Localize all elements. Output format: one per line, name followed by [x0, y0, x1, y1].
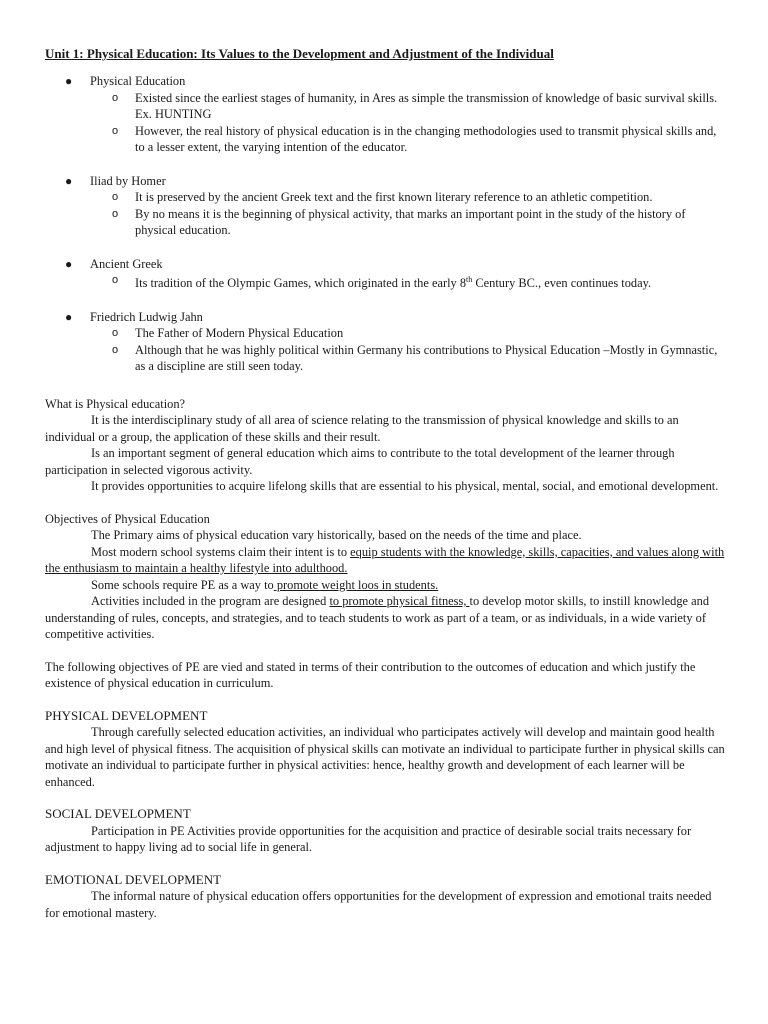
topic-label: Ancient Greek	[90, 256, 163, 271]
subtopic-list	[90, 189, 728, 239]
circle-bullet-icon: o	[112, 343, 119, 356]
underlined-text: equip students with the knowledge, skills, capacities, and values along with the enthusiasm to maintain a healthy lifestyle into adulthood.	[45, 544, 725, 576]
subtopic-item: o Although that he was highly political within Germany his contributions to Physical Education –Mostly in Gymnastic, as a discipline are still seen today.	[112, 342, 718, 374]
circle-bullet-icon: o	[112, 207, 119, 220]
circle-bullet-icon: o	[112, 274, 119, 286]
topic-label: Friedrich Ludwig Jahn	[90, 309, 203, 324]
underlined-text: to promote physical fitness,	[329, 594, 470, 609]
paragraph: The Primary aims of physical education vary historically, based on the needs of the time and place.	[91, 528, 582, 543]
subtopic-item: o It is preserved by the ancient Greek text and the first known literary reference to an athletic competition.	[112, 190, 653, 204]
paragraph: Some schools require PE as a way to promote weight loos in students.	[91, 577, 439, 592]
subtopic-item: o By no means it is the beginning of physical activity, that marks an important point in the study of the history of physical education.	[112, 206, 686, 237]
section-heading-social: SOCIAL DEVELOPMENT	[45, 806, 191, 822]
subtopic-item: o However, the real history of physical education is in the changing methodologies used to transmit physical skills and, to a lesser extent, the varying intention of the educator.	[112, 123, 717, 154]
circle-bullet-icon: o	[112, 327, 119, 340]
subtopic-item: o Its tradition of the Olympic Games, which originated in the early 8th Century BC., even continues today.	[112, 274, 652, 291]
subtopic-list	[90, 325, 728, 375]
paragraph: Is an important segment of general education which aims to contribute to the total development of the learner through participation in selected vigorous activity.	[45, 446, 675, 477]
section-heading-physical: PHYSICAL DEVELOPMENT	[45, 707, 208, 723]
paragraph: It is the interdisciplinary study of all area of science relating to the transmission of physical knowledge and skills to an individual or a group, the application of these skills and their result.	[45, 413, 679, 444]
bullet-icon: ●	[65, 173, 73, 188]
circle-bullet-icon: o	[112, 191, 119, 203]
circle-bullet-icon: o	[112, 124, 119, 137]
paragraph: It provides opportunities to acquire lifelong skills that are essential to his physical, mental, social, and emotional development.	[91, 479, 719, 494]
topic-physical-education	[45, 73, 728, 156]
section-heading-objectives: Objectives of Physical Education	[45, 511, 210, 526]
paragraph: Participation in PE Activities provide opportunities for the acquisition and practice of desirable social traits necessary for adjustment to happy living ad to social life in general.	[45, 823, 692, 855]
circle-bullet-icon: o	[112, 91, 119, 104]
paragraph: Activities included in the program are designed to promote physical fitness, to develop motor skills, to instill knowledge and understanding of rules, concepts, and strategies, and to teach students to work as part of a team, or as individuals, in a wide variety of competitive activities.	[45, 594, 710, 642]
topic-label: Iliad by Homer	[90, 173, 166, 188]
paragraph: The informal nature of physical education offers opportunities for the development of expression and emotional traits needed for emotional mastery.	[45, 889, 712, 920]
topic-list	[45, 73, 728, 375]
topic-jahn	[45, 309, 728, 375]
bullet-icon: ●	[65, 74, 73, 88]
paragraph: Most modern school systems claim their intent is to equip students with the knowledge, skills, capacities, and values along with the enthusiasm to maintain a healthy lifestyle into adulthood.	[45, 544, 725, 576]
document-title: Unit 1: Physical Education: Its Values to the Development and Adjustment of the Individual	[45, 46, 554, 61]
subtopic-item: o The Father of Modern Physical Education	[112, 326, 344, 341]
subtopic-item: o Existed since the earliest stages of humanity, in Ares as simple the transmission of knowledge of basic survival skills. Ex. HUNTING	[112, 90, 718, 121]
paragraph: Through carefully selected education activities, an individual who participates actively will develop and maintain good health and high level of physical fitness. The acquisition of physical skills can motivate an individual to participate further in physical skills can motivate an individual to participate further in physical activities: hence, healthy growth and development of each learner will be enhanced.	[45, 725, 725, 789]
bullet-icon: ●	[65, 309, 73, 324]
subtopic-list	[90, 90, 728, 156]
bullet-icon: ●	[65, 256, 73, 271]
topic-label: Physical Education	[90, 74, 186, 88]
topic-ancient-greek	[45, 256, 728, 292]
section-heading-what-is: What is Physical education?	[45, 396, 186, 411]
underlined-text: promote weight loos in students.	[273, 577, 439, 592]
topic-iliad	[45, 173, 728, 239]
section-heading-emotional: EMOTIONAL DEVELOPMENT	[45, 871, 222, 887]
paragraph-following: The following objectives of PE are vied and stated in terms of their contribution to the outcomes of education and which justify the existence of physical education in curriculum.	[45, 659, 696, 691]
subtopic-list	[90, 272, 728, 292]
